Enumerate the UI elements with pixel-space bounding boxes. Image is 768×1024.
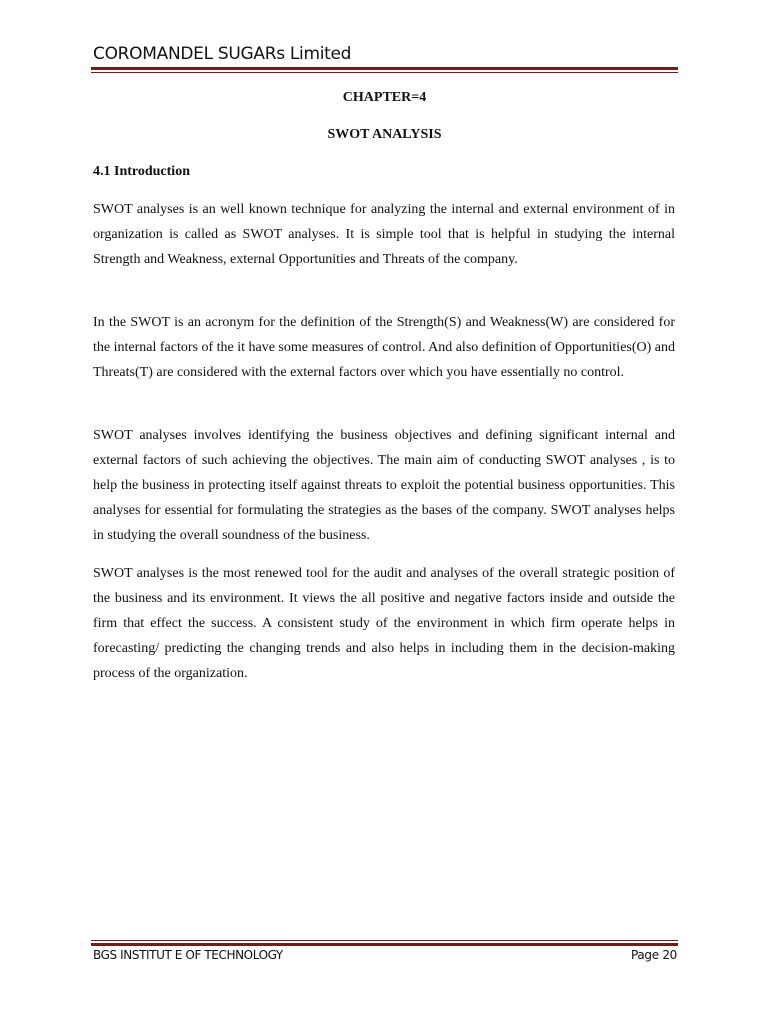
paragraph-1: SWOT analyses is an well known technique for analyzing the internal and external environment of in organization is called as SWOT analyses. It is simple tool that is helpful in studying the internal Strength and Weakness, external Opportunities and Threats of the company.	[93, 202, 675, 267]
header-rule-thick	[91, 67, 678, 70]
paragraph-2: In the SWOT is an acronym for the definition of the Strength(S) and Weakness(W) are considered for the internal factors of the it have some measures of control. And also definition of Opportunities(O) and Threats(T) are considered with the external factors over which you have essentially no control.	[93, 315, 676, 380]
footer-rule-thin	[91, 940, 678, 941]
header-rule	[91, 67, 678, 73]
paragraph-3: SWOT analyses involves identifying the business objectives and defining significant internal and external factors of such achieving the objectives. The main aim of conducting SWOT analyses , is to help the business in protecting itself against threats to exploit the potential business opportunities. This analyses for essential for formulating the strategies as the bases of the company. SWOT analyses helps in studying the overall soundness of the business.	[93, 428, 675, 543]
chapter-label-row	[0, 90, 768, 106]
chapter-title: SWOT ANALYSIS	[327, 127, 442, 142]
footer-rule	[91, 940, 678, 946]
chapter-title-row	[0, 127, 768, 143]
company-header: COROMANDEL SUGARs Limited	[93, 44, 352, 64]
section-heading: 4.1 Introduction	[93, 164, 190, 179]
paragraph-4: SWOT analyses is the most renewed tool for the audit and analyses of the overall strategic position of the business and its environment. It views the all positive and negative factors inside and outside the firm that effect the success. A consistent study of the environment in which firm operate helps in forecasting/ predicting the changing trends and also helps in including them in the decision-making process of the organization.	[93, 566, 675, 681]
footer-rule-thick	[91, 943, 678, 946]
chapter-label: CHAPTER=4	[342, 90, 427, 105]
footer-institute: BGS INSTITUT E OF TECHNOLOGY	[93, 948, 283, 962]
header-rule-thin	[91, 72, 678, 73]
page-number: Page 20	[630, 948, 677, 962]
